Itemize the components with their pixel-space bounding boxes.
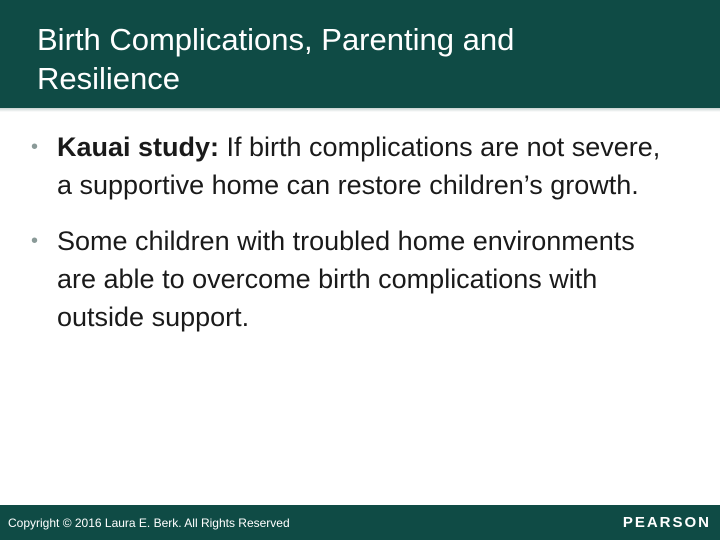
pearson-logo: PEARSON bbox=[622, 514, 711, 531]
slide-title-line-1: Birth Complications, Parenting and bbox=[37, 22, 515, 57]
copyright-notice: Copyright © 2016 Laura E. Berk. All Rights Reserved bbox=[8, 516, 290, 530]
title-bar bbox=[0, 0, 720, 108]
bullet-text: Some children with troubled home environments are able to overcome birth complications with outside support. bbox=[57, 226, 635, 332]
slide-title-line-2: Resilience bbox=[37, 61, 181, 96]
bullet-lead-text: Kauai study: bbox=[57, 132, 220, 162]
bullet-item bbox=[0, 222, 720, 336]
footer-bar bbox=[0, 505, 720, 540]
bullet-list bbox=[0, 128, 720, 336]
bullet-item bbox=[0, 128, 720, 204]
title-divider bbox=[0, 108, 720, 112]
slide-title bbox=[37, 20, 697, 98]
bullet-marker: • bbox=[31, 230, 39, 252]
bullet-marker: • bbox=[31, 136, 39, 158]
bullet-text: If birth complications are not severe, a supportive home can restore children’s growth. bbox=[57, 132, 661, 200]
